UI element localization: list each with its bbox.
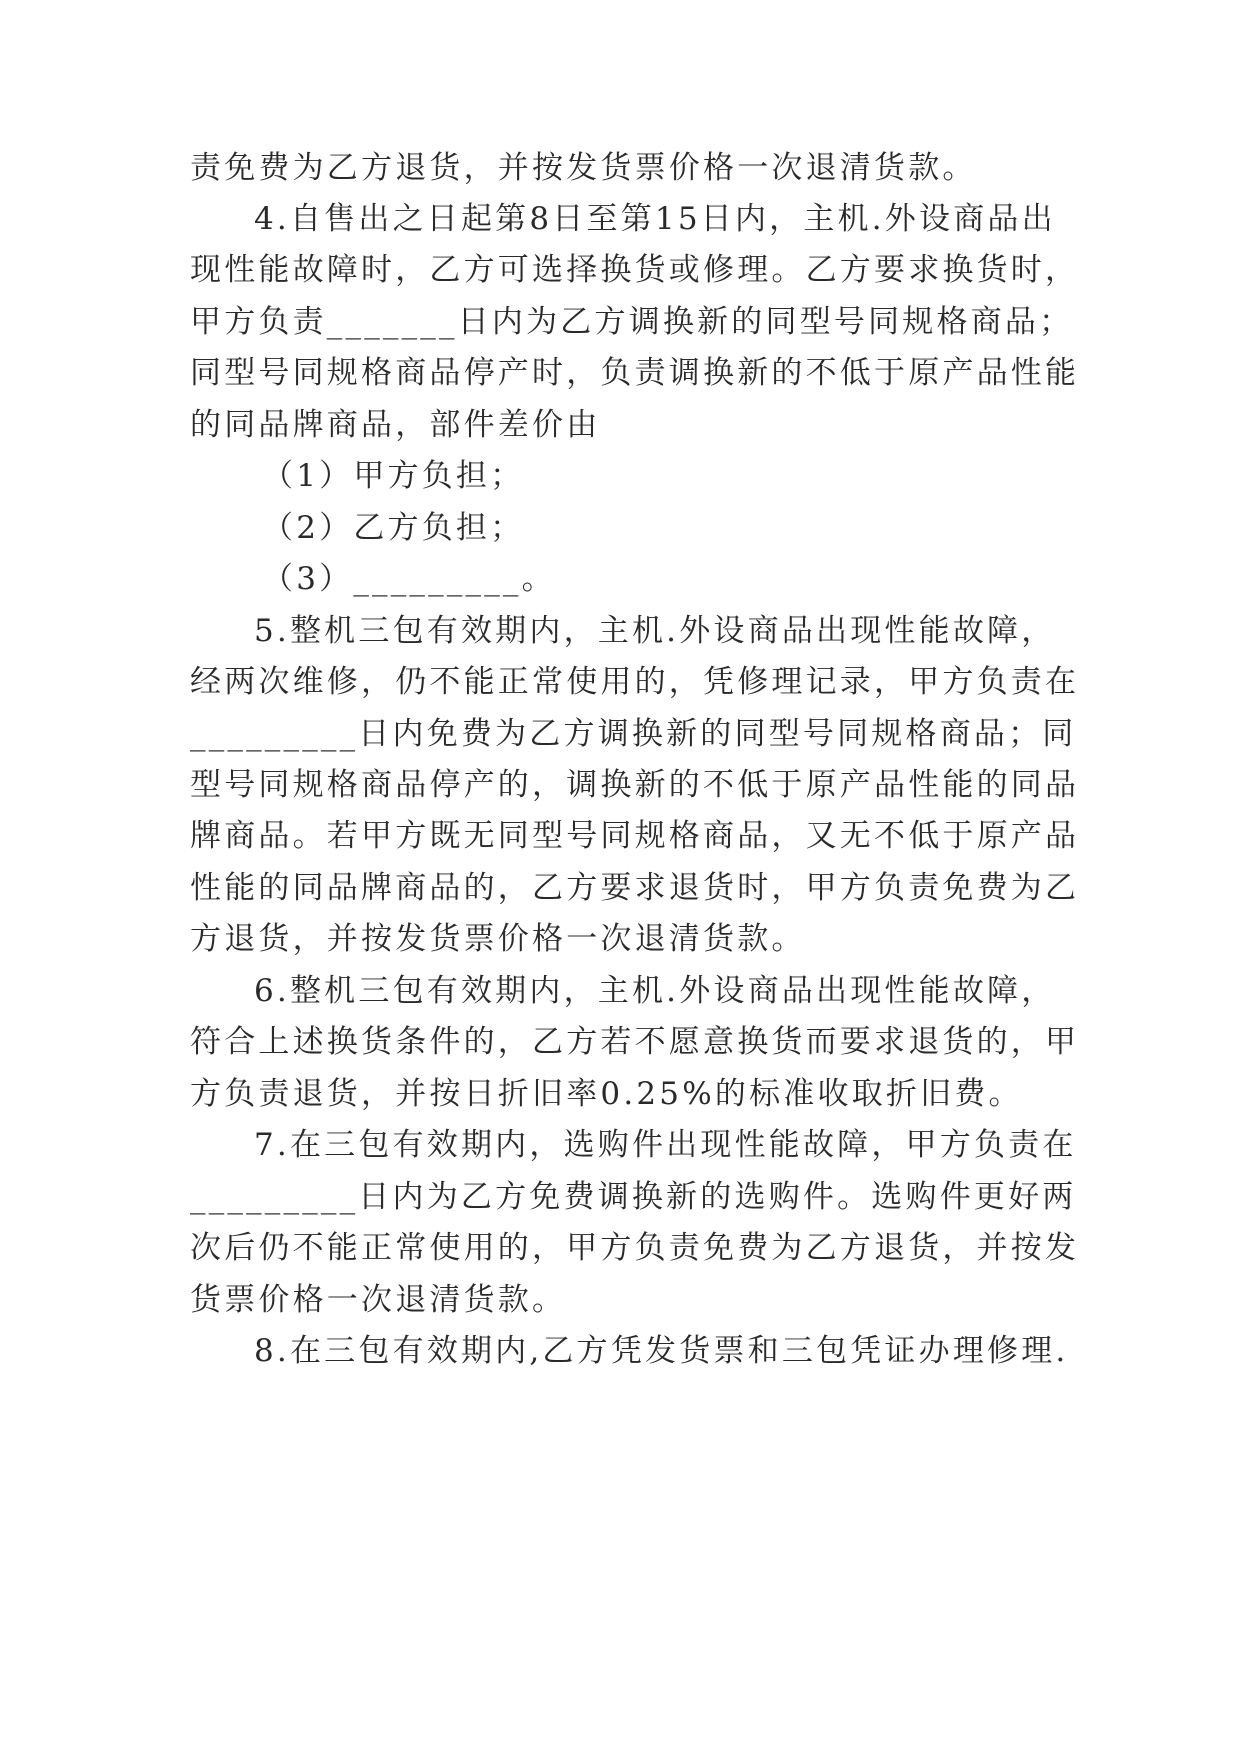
clause-6-line: 6.整机三包有效期内，主机.外设商品出现性能故障， xyxy=(254,973,1056,1009)
clause-8-line: 8.在三包有效期内,乙方凭发货票和三包凭证办理修理. xyxy=(254,1333,1069,1369)
text-line: 同型号同规格商品停产时，负责调换新的不低于原产品性能 xyxy=(190,355,1080,391)
option-2-line: （2）乙方负担； xyxy=(262,510,525,546)
text-line: _________日内免费为乙方调换新的同型号同规格商品；同 xyxy=(190,716,1077,752)
text-line: 甲方负责_______日内为乙方调换新的同型号同规格商品； xyxy=(190,304,1074,340)
text-line: 牌商品。若甲方既无同型号同规格商品，又无不低于原产品 xyxy=(190,818,1080,854)
clause-5-line: 5.整机三包有效期内，主机.外设商品出现性能故障， xyxy=(254,613,1056,649)
text-line: 方负责退货，并按日折旧率0.25%的标准收取折旧费。 xyxy=(190,1076,1023,1112)
text-line: 的同品牌商品，部件差价由 xyxy=(190,407,601,443)
option-3-line: （3）_________。 xyxy=(262,561,556,597)
clause-4-line: 4.自售出之日起第8日至第15日内，主机.外设商品出 xyxy=(254,201,1056,237)
text-line: 型号同规格商品停产的，调换新的不低于原产品性能的同品 xyxy=(190,767,1080,803)
text-line: 性能的同品牌商品的，乙方要求退货时，甲方负责免费为乙 xyxy=(190,870,1080,906)
text-line: 次后仍不能正常使用的，甲方负责免费为乙方退货，并按发 xyxy=(190,1230,1080,1266)
text-line: 货票价格一次退清货款。 xyxy=(190,1282,567,1318)
clause-7-line: 7.在三包有效期内，选购件出现性能故障，甲方负责在 xyxy=(254,1127,1077,1163)
option-1-line: （1）甲方负担； xyxy=(262,458,525,494)
text-line: 方退货，并按发货票价格一次退清货款。 xyxy=(190,921,806,957)
text-line: 经两次维修，仍不能正常使用的，凭修理记录，甲方负责在 xyxy=(190,664,1080,700)
text-line: 责免费为乙方退货，并按发货票价格一次退清货款。 xyxy=(190,150,977,186)
text-line: 现性能故障时，乙方可选择换货或修理。乙方要求换货时， xyxy=(190,252,1080,288)
text-line: _________日内为乙方免费调换新的选购件。选购件更好两 xyxy=(190,1179,1077,1215)
text-line: 符合上述换货条件的，乙方若不愿意换货而要求退货的，甲 xyxy=(190,1024,1080,1060)
